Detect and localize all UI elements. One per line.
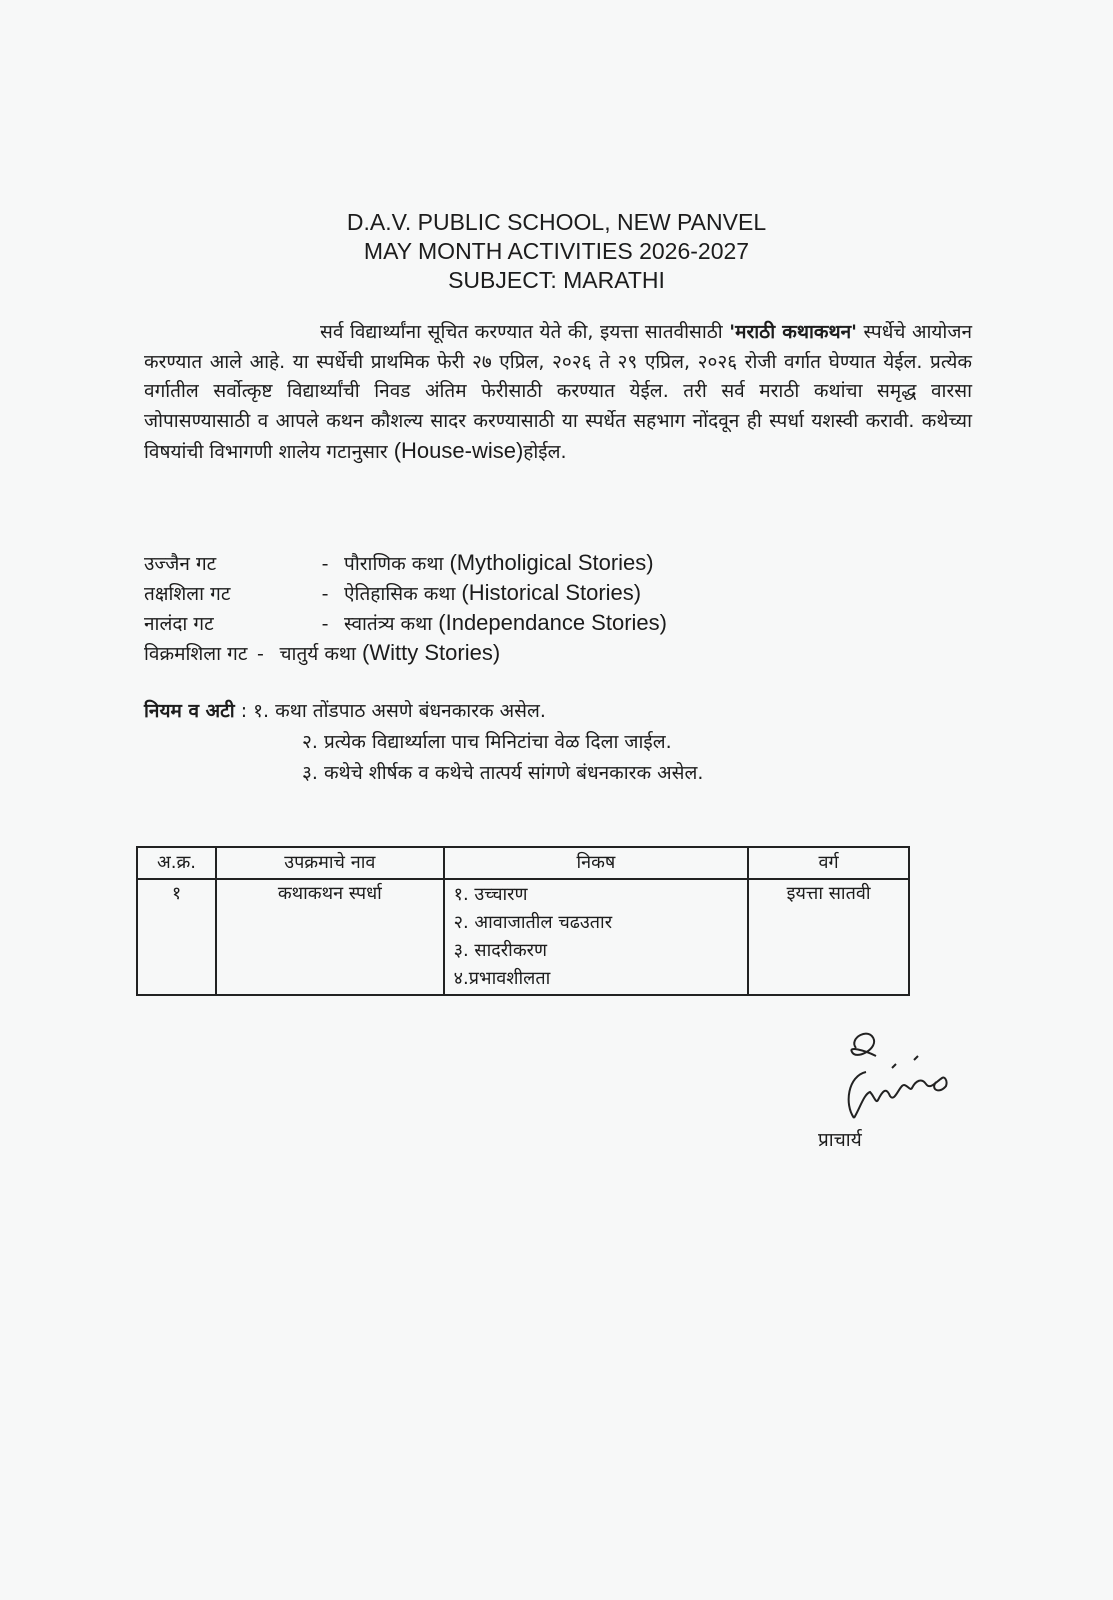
house-category-english: (Witty Stories) bbox=[362, 640, 501, 665]
house-category-english: (Historical Stories) bbox=[461, 580, 642, 605]
house-name: तक्षशिला गट bbox=[144, 583, 231, 605]
house-row bbox=[144, 638, 904, 668]
house-row bbox=[144, 608, 904, 638]
competition-name: 'मराठी कथाकथन' bbox=[729, 321, 857, 343]
rule-text: १. कथा तोंडपाठ असणे बंधनकारक असेल. bbox=[253, 700, 546, 722]
dash: - bbox=[321, 553, 329, 575]
intro-paragraph bbox=[144, 318, 972, 468]
house-name: नालंदा गट bbox=[144, 613, 214, 635]
house-category: ऐतिहासिक कथा bbox=[344, 583, 456, 605]
intro-text-3: होईल. bbox=[523, 441, 567, 463]
house-row bbox=[144, 548, 904, 578]
house-category-english: (Mytholigical Stories) bbox=[449, 550, 654, 575]
cell-sr: १ bbox=[137, 879, 216, 995]
house-name: विक्रमशिला गट bbox=[144, 643, 248, 665]
criterion-item: ३. सादरीकरण bbox=[453, 940, 548, 961]
house-category-english: (Independance Stories) bbox=[438, 610, 667, 635]
dash: - bbox=[321, 613, 329, 635]
intro-text-2: स्पर्धेचे आयोजन करण्यात आले आहे. या स्पर्धेची प्राथमिक फेरी २७ एप्रिल, २०२६ ते २९ एप्रिल, २०२६ रोजी वर्गात घेण्यात येईल. प्रत्येक वर्गातील सर्वोत्कृष्ट विद्यार्थ्यांची निवड अंतिम फेरीसाठी करण्यात येईल. तरी सर्व मराठी कथांचा समृद्ध वारसा जोपासण्यासाठी व आपले कथन कौशल्य सादर करण्यासाठी या स्पर्धेत सहभाग नोंदवून ही स्पर्धा यशस्वी करावी. कथेच्या विषयांची विभागणी शालेय गटानुसार bbox=[144, 321, 972, 463]
house-category: स्वातंत्र्य कथा bbox=[344, 613, 433, 635]
criteria-table bbox=[136, 846, 910, 996]
house-category: चातुर्य कथा bbox=[279, 643, 356, 665]
criterion-item: १. उच्चारण bbox=[453, 884, 528, 905]
intro-text-1: सर्व विद्यार्थ्यांना सूचित करण्यात येते की, इयत्ता सातवीसाठी bbox=[320, 321, 730, 343]
school-name: D.A.V. PUBLIC SCHOOL, NEW PANVEL bbox=[346, 209, 767, 235]
rule-item: २. प्रत्येक विद्यार्थ्याला पाच मिनिटांचा वेळ दिला जाईल. bbox=[302, 731, 672, 753]
criterion-item: २. आवाजातील चढउतार bbox=[453, 912, 613, 933]
cell-activity: कथाकथन स्पर्धा bbox=[216, 879, 444, 995]
cell-criteria bbox=[444, 879, 749, 995]
rules-heading: नियम व अटी bbox=[144, 700, 235, 722]
criterion-item: ४.प्रभावशीलता bbox=[453, 968, 551, 989]
subject-line: SUBJECT: MARATHI bbox=[448, 267, 665, 293]
house-wise-note: (House-wise) bbox=[393, 438, 524, 463]
rules-section bbox=[144, 696, 944, 789]
col-header-activity: उपक्रमाचे नाव bbox=[216, 847, 444, 879]
house-list bbox=[144, 548, 904, 668]
dash: - bbox=[256, 643, 264, 665]
table-row bbox=[137, 879, 909, 995]
col-header-sr: अ.क्र. bbox=[137, 847, 216, 879]
table-header-row bbox=[137, 847, 909, 879]
col-header-criteria: निकष bbox=[444, 847, 749, 879]
house-name: उज्जैन गट bbox=[144, 553, 217, 575]
cell-class: इयत्ता सातवी bbox=[748, 879, 909, 995]
signature-label: प्राचार्य bbox=[818, 1129, 862, 1151]
house-category: पौराणिक कथा bbox=[344, 553, 444, 575]
activity-title: MAY MONTH ACTIVITIES 2026-2027 bbox=[363, 238, 750, 264]
house-row bbox=[144, 578, 904, 608]
rule-item: नियम व अटी : १. कथा तोंडपाठ असणे बंधनकारक असेल. bbox=[144, 700, 546, 722]
dash: - bbox=[321, 583, 329, 605]
document-header bbox=[0, 208, 1113, 295]
col-header-class: वर्ग bbox=[748, 847, 909, 879]
rule-item: ३. कथेचे शीर्षक व कथेचे तात्पर्य सांगणे बंधनकारक असेल. bbox=[302, 762, 704, 784]
